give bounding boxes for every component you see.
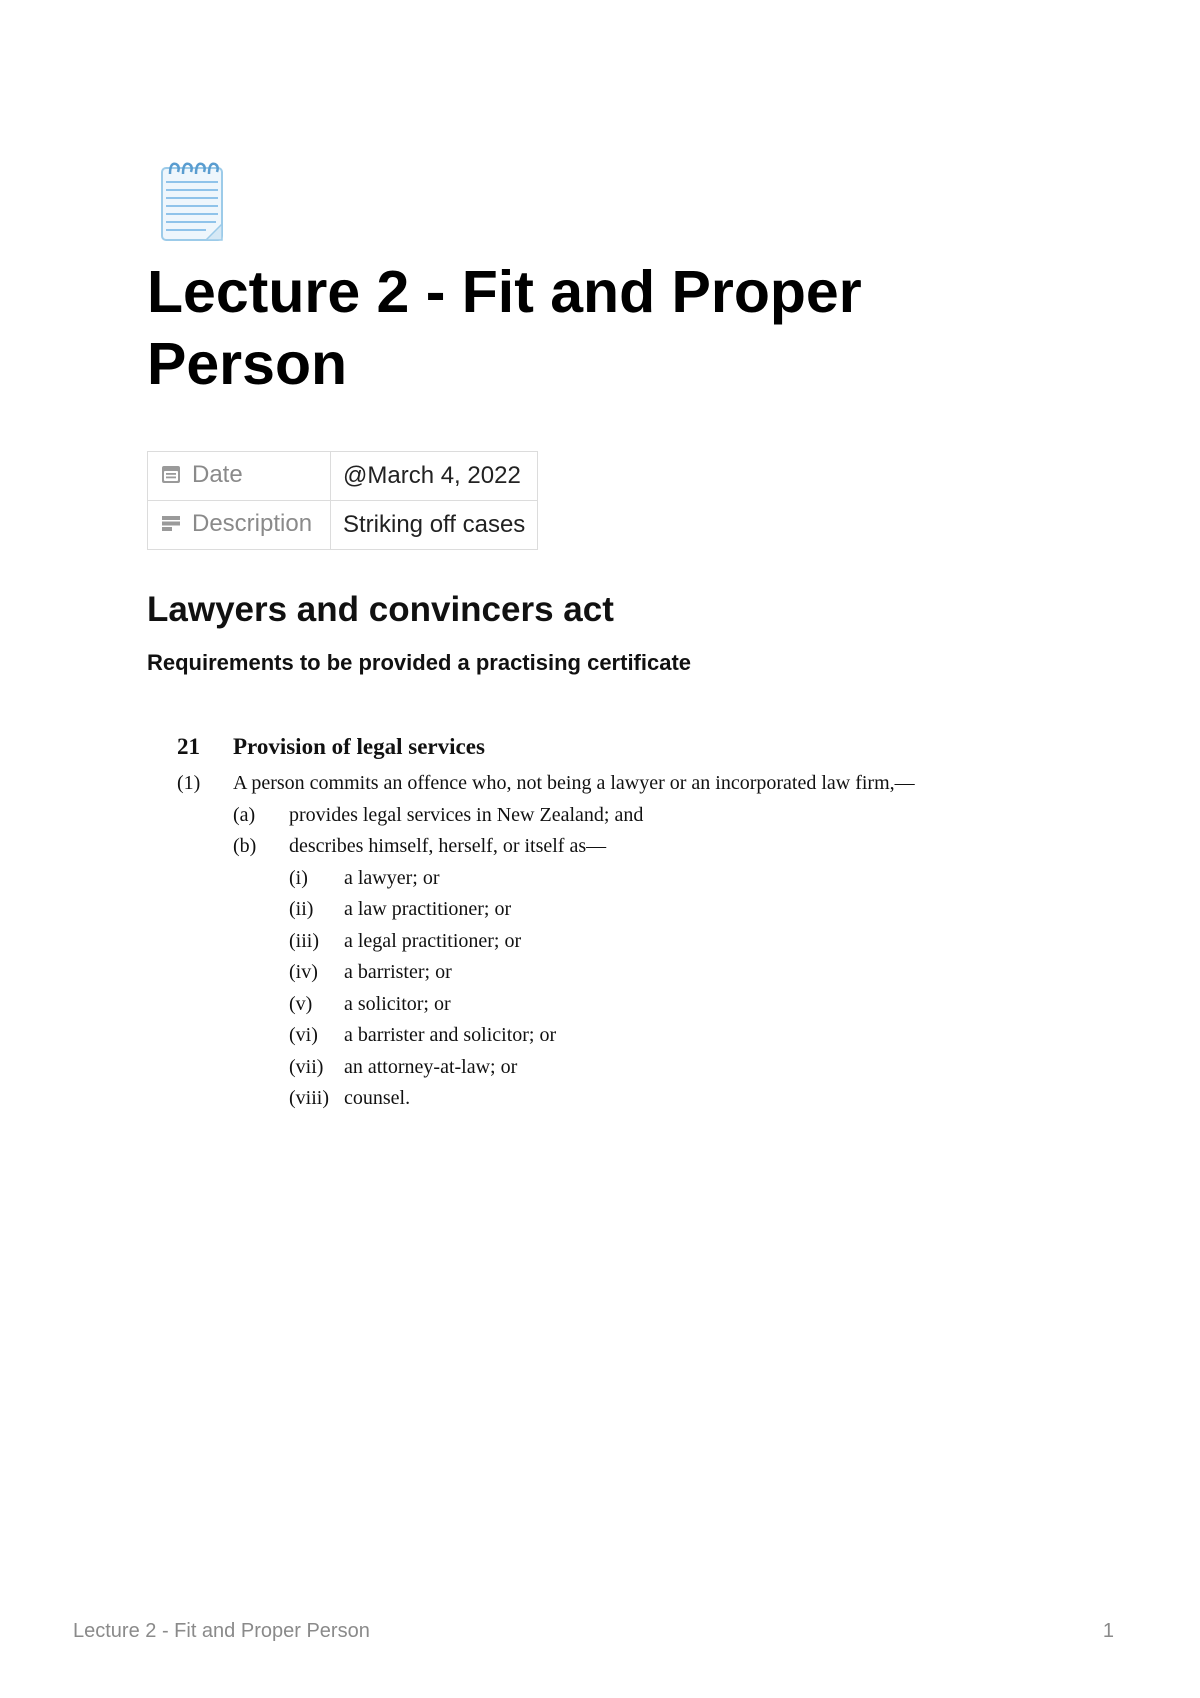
paragraph-text: describes himself, herself, or itself as— [289, 835, 607, 857]
subparagraph-label: (viii) [289, 1087, 329, 1109]
paragraph-label: (a) [233, 804, 256, 826]
statute-number: 21 [177, 734, 200, 759]
statute-heading: Provision of legal services [233, 734, 485, 759]
subparagraph-label: (iv) [289, 961, 318, 983]
subparagraph-label: (v) [289, 993, 313, 1015]
property-value-date[interactable]: @March 4, 2022 [331, 452, 538, 501]
subparagraph-text: a barrister and solicitor; or [344, 1024, 557, 1046]
subparagraph-label: (vii) [289, 1056, 324, 1078]
subsection-text: A person commits an offence who, not being a lawyer or an incorporated law firm,— [233, 772, 915, 794]
subsection-label: (1) [177, 772, 201, 794]
paragraph-label: (b) [233, 835, 257, 857]
page-title: Lecture 2 - Fit and Proper Person [147, 259, 862, 397]
property-value-description[interactable]: Striking off cases [331, 501, 538, 550]
section-subheading: Requirements to be provided a practising certificate [147, 650, 692, 675]
subparagraph-text: a solicitor; or [344, 993, 451, 1015]
subparagraph-label: (i) [289, 867, 308, 889]
subparagraph-text: a law practitioner; or [344, 898, 512, 920]
subparagraph-label: (ii) [289, 898, 314, 920]
section-heading: Lawyers and convincers act [147, 590, 614, 629]
footer-page-number: 1 [1102, 1620, 1114, 1642]
subparagraph-text: counsel. [344, 1087, 411, 1109]
footer-title: Lecture 2 - Fit and Proper Person [73, 1620, 370, 1642]
subparagraph-text: a barrister; or [344, 961, 452, 983]
property-key-label: Description [192, 509, 313, 537]
paragraph-text: provides legal services in New Zealand; and [289, 804, 644, 826]
subparagraph-text: a lawyer; or [344, 867, 440, 889]
subparagraph-text: an attorney-at-law; or [344, 1056, 518, 1078]
subparagraph-text: a legal practitioner; or [344, 930, 522, 952]
property-key-label: Date [192, 460, 243, 488]
subparagraph-label: (iii) [289, 930, 319, 952]
subparagraph-label: (vi) [289, 1024, 318, 1046]
